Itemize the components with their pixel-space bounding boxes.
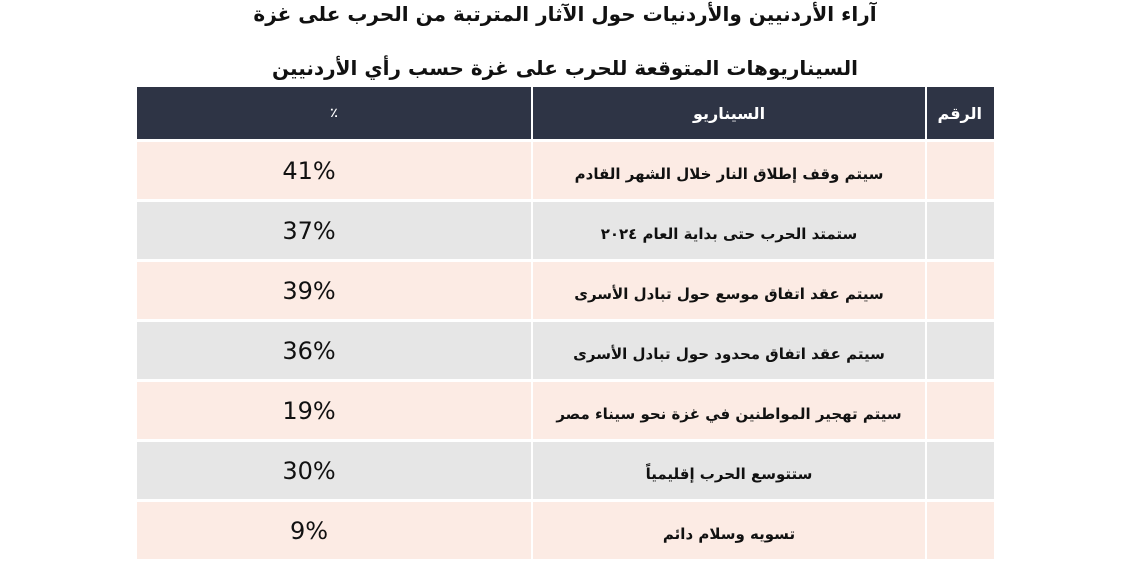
header-scenario: السيناريو bbox=[532, 87, 926, 141]
percent-value: 41% bbox=[282, 156, 336, 185]
table-row bbox=[137, 381, 994, 441]
scenarios-table-container bbox=[137, 87, 994, 559]
percent-cell bbox=[137, 381, 532, 441]
page-title: آراء الأردنيين والأردنيات حول الآثار المترتبة من الحرب على غزة bbox=[253, 2, 877, 26]
percent-value: 37% bbox=[282, 216, 336, 245]
row-number-cell bbox=[926, 381, 994, 441]
scenario-cell: تسويه وسلام دائم bbox=[532, 501, 926, 560]
scenarios-table bbox=[137, 87, 994, 559]
header-number: الرقم bbox=[926, 87, 994, 141]
row-number-cell bbox=[926, 261, 994, 321]
scenario-cell: سيتم تهجير المواطنين في غزة نحو سيناء مصر bbox=[532, 381, 926, 441]
percent-value: 30% bbox=[282, 456, 336, 485]
table-body bbox=[137, 141, 994, 560]
percent-cell bbox=[137, 201, 532, 261]
table-row bbox=[137, 261, 994, 321]
percent-value: 9% bbox=[289, 516, 329, 545]
row-number-cell bbox=[926, 441, 994, 501]
percent-cell bbox=[137, 441, 532, 501]
percent-value: 36% bbox=[282, 336, 336, 365]
scenario-cell: ستمتد الحرب حتى بداية العام ٢٠٢٤ bbox=[532, 201, 926, 261]
header-percent: ٪ bbox=[137, 87, 532, 141]
percent-cell bbox=[137, 141, 532, 201]
table-row bbox=[137, 501, 994, 560]
table-row bbox=[137, 141, 994, 201]
table-subtitle: السيناريوهات المتوقعة للحرب على غزة حسب رأي الأردنيين bbox=[272, 56, 858, 80]
percent-cell bbox=[137, 501, 532, 560]
row-number-cell bbox=[926, 141, 994, 201]
percent-cell bbox=[137, 321, 532, 381]
table-row bbox=[137, 441, 994, 501]
scenario-cell: سيتم وقف إطلاق النار خلال الشهر القادم bbox=[532, 141, 926, 201]
table-row bbox=[137, 321, 994, 381]
percent-value: 39% bbox=[282, 276, 336, 305]
percent-cell bbox=[137, 261, 532, 321]
percent-value: 19% bbox=[282, 396, 336, 425]
row-number-cell bbox=[926, 201, 994, 261]
row-number-cell bbox=[926, 501, 994, 560]
row-number-cell bbox=[926, 321, 994, 381]
table-header-row bbox=[137, 87, 994, 141]
scenario-cell: سيتم عقد اتفاق موسع حول تبادل الأسرى bbox=[532, 261, 926, 321]
scenario-cell: سيتم عقد اتفاق محدود حول تبادل الأسرى bbox=[532, 321, 926, 381]
scenario-cell: ستتوسع الحرب إقليمياً bbox=[532, 441, 926, 501]
table-row bbox=[137, 201, 994, 261]
